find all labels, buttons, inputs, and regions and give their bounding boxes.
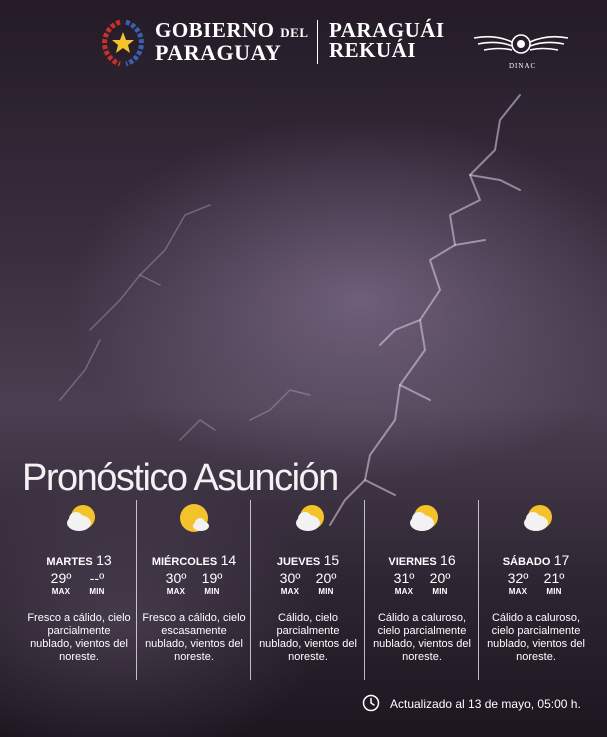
day-temps <box>251 570 365 604</box>
forecast-day-viernes <box>364 500 479 680</box>
min-temp: 19º <box>201 570 223 586</box>
updated-text: Actualizado al 13 de mayo, 05:00 h. <box>390 697 581 711</box>
day-name <box>251 552 365 568</box>
min-label: MIN <box>204 587 220 596</box>
max-label: MAX <box>394 587 414 596</box>
gov-line1: GOBIERNO <box>155 18 275 42</box>
min-temp: --º <box>89 570 105 586</box>
day-temps <box>137 570 251 604</box>
day-description: Fresco a cálido, cielo parcialmente nublado, vientos del noreste. <box>27 612 131 663</box>
page-title: Pronóstico Asunción <box>22 457 338 500</box>
paraguai-rekuai-logo-text <box>329 20 445 60</box>
max-label: MAX <box>51 587 71 596</box>
gov-line1-small: DEL <box>280 25 309 40</box>
day-temps <box>365 570 479 604</box>
min-label: MIN <box>89 587 105 596</box>
day-name <box>137 552 251 568</box>
partly-cloudy-icon <box>291 502 327 536</box>
day-label: MIÉRCOLES <box>151 556 218 568</box>
partly-cloudy-icon <box>62 502 98 536</box>
dinac-label: DINAC <box>509 62 537 70</box>
forecast-day-sabado <box>478 500 593 680</box>
clock-icon <box>362 694 380 712</box>
rek-line2: REKUÁI <box>329 38 417 62</box>
min-label: MIN <box>432 587 448 596</box>
paraguay-emblem-icon <box>98 18 148 68</box>
max-temp: 30º <box>165 570 187 586</box>
forecast-day-martes <box>22 500 136 680</box>
partly-cloudy-icon <box>405 502 441 536</box>
day-name <box>22 552 136 568</box>
min-temp: 21º <box>543 570 565 586</box>
min-label: MIN <box>318 587 334 596</box>
day-number: 15 <box>323 552 340 568</box>
max-label: MAX <box>166 587 186 596</box>
day-description: Cálido, cielo parcialmente nublado, vientos del noreste. <box>259 612 357 663</box>
day-number: 16 <box>440 552 456 568</box>
header-divider <box>317 20 318 64</box>
day-label: MARTES <box>46 556 93 568</box>
day-description: Cálido a caluroso, cielo parcialmente nublado, vientos del noreste. <box>373 612 471 663</box>
day-name <box>479 552 593 568</box>
day-label: VIERNES <box>388 556 437 568</box>
gov-line2: PARAGUAY <box>155 40 282 65</box>
day-temps <box>22 570 136 604</box>
max-temp: 32º <box>507 570 529 586</box>
mostly-sunny-icon <box>177 502 213 536</box>
day-description: Cálido a caluroso, cielo parcialmente nublado, vientos del noreste. <box>487 612 585 663</box>
day-label: JUEVES <box>276 556 321 568</box>
partly-cloudy-icon <box>519 502 555 536</box>
max-temp: 31º <box>393 570 415 586</box>
day-number: 13 <box>96 552 112 568</box>
min-label: MIN <box>546 587 562 596</box>
day-name <box>365 552 479 568</box>
min-temp: 20º <box>429 570 451 586</box>
max-label: MAX <box>280 587 300 596</box>
max-label: MAX <box>508 587 528 596</box>
day-label: SÁBADO <box>502 556 551 568</box>
rek-line1: PARAGUÁI <box>329 18 445 42</box>
forecast-list <box>22 500 592 680</box>
site-header <box>0 10 607 70</box>
day-description: Fresco a cálido, cielo escasamente nublado, vientos del noreste. <box>142 612 246 663</box>
forecast-day-jueves <box>250 500 365 680</box>
gobierno-logo-text <box>155 20 309 63</box>
day-number: 17 <box>553 552 570 568</box>
day-temps <box>479 570 593 604</box>
max-temp: 29º <box>50 570 72 586</box>
max-temp: 30º <box>279 570 301 586</box>
min-temp: 20º <box>315 570 337 586</box>
forecast-day-miercoles <box>136 500 251 680</box>
day-number: 14 <box>220 552 237 568</box>
